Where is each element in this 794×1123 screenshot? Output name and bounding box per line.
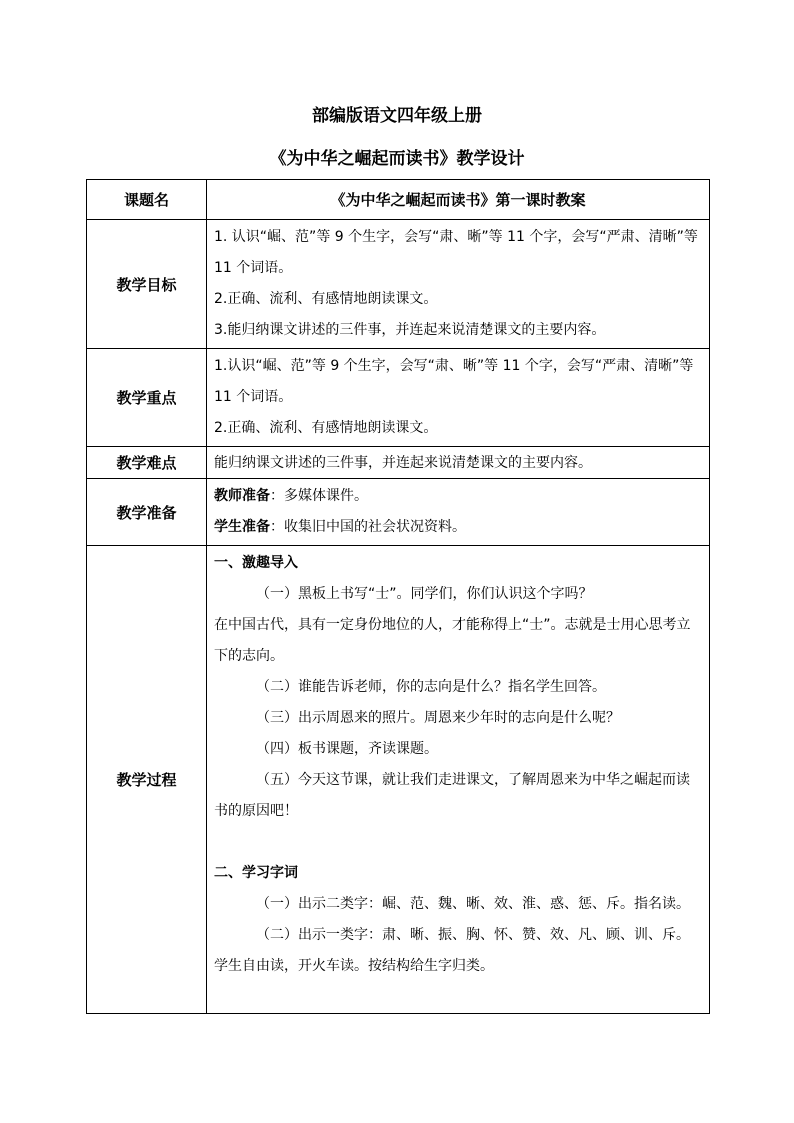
difficulty-text: 能归纳课文讲述的三件事，并连起来说清楚课文的主要内容。 [214,454,592,471]
student-preparation [214,512,703,543]
row-objectives [87,220,710,349]
process-paragraph: （二）谁能告诉老师，你的志向是什么？指名学生回答。 [256,679,606,695]
label-key-points: 教学重点 [87,349,207,447]
process-content [207,546,710,1014]
row-preparation [87,479,710,546]
label-lesson-title: 课题名 [87,180,207,220]
preparation-content [207,479,710,546]
process-paragraph: （二）出示一类字：肃、晰、振、胸、怀、赞、效、凡、顾、训、斥。学生自由读，开火车读。按结构给生字归类。 [214,927,690,974]
document-subtitle: 《为中华之崛起而读书》教学设计 [269,149,525,169]
student-preparation-label: 学生准备 [214,519,270,535]
process-paragraph: （五）今天这节课，就让我们走进课文，了解周恩来为中华之崛起而读书的原因吧！ [214,772,690,819]
lesson-title-value: 《为中华之崛起而读书》第一课时教案 [207,180,710,220]
objectives-content [207,220,710,349]
objective-item: 1. 认识“崛、范”等 9 个生字，会写“肃、晰”等 11 个字，会写“严肃、清晰”等 11 个词语。 [214,229,698,276]
key-point-item: 2.正确、流利、有感情地朗读课文。 [214,420,438,436]
section-heading: 二、学习字词 [214,865,298,881]
process-paragraph: （一）出示二类字：崛、范、魏、晰、效、淮、惑、惩、斥。指名读。 [256,896,690,912]
section-heading: 一、激趣导入 [214,555,298,571]
label-objectives: 教学目标 [87,220,207,349]
teacher-preparation-label: 教师准备 [214,488,270,504]
document-title: 部编版语文四年级上册 [312,106,482,126]
label-difficulties: 教学难点 [87,447,207,479]
lesson-plan-table [86,179,710,1014]
key-point-item: 1.认识“崛、范”等 9 个生字，会写“肃、晰”等 11 个字，会写“严肃、清晰”等 11 个词语。 [214,358,694,405]
row-lesson-title [87,180,710,220]
label-process: 教学过程 [87,546,207,1014]
process-paragraph: （四）板书课题，齐读课题。 [256,741,438,757]
label-preparation: 教学准备 [87,479,207,546]
teacher-preparation [214,481,703,512]
process-paragraph: 在中国古代，具有一定身份地位的人，才能称得上“士”。志就是士用心思考立下的志向。 [214,617,691,664]
row-process [87,546,710,1014]
process-paragraph: （一）黑板上书写“士”。同学们，你们认识这个字吗？ [256,586,593,602]
row-difficulties [87,447,710,479]
objective-item: 3.能归纳课文讲述的三件事，并连起来说清楚课文的主要内容。 [214,322,606,338]
difficulties-content [207,447,710,479]
blank-line [214,827,703,858]
row-key-points [87,349,710,447]
teacher-preparation-text: ：多媒体课件。 [270,488,368,504]
process-paragraph: （三）出示周恩来的照片。周恩来少年时的志向是什么呢？ [256,710,620,726]
key-points-content [207,349,710,447]
student-preparation-text: ：收集旧中国的社会状况资料。 [270,519,466,535]
objective-item: 2.正确、流利、有感情地朗读课文。 [214,291,438,307]
